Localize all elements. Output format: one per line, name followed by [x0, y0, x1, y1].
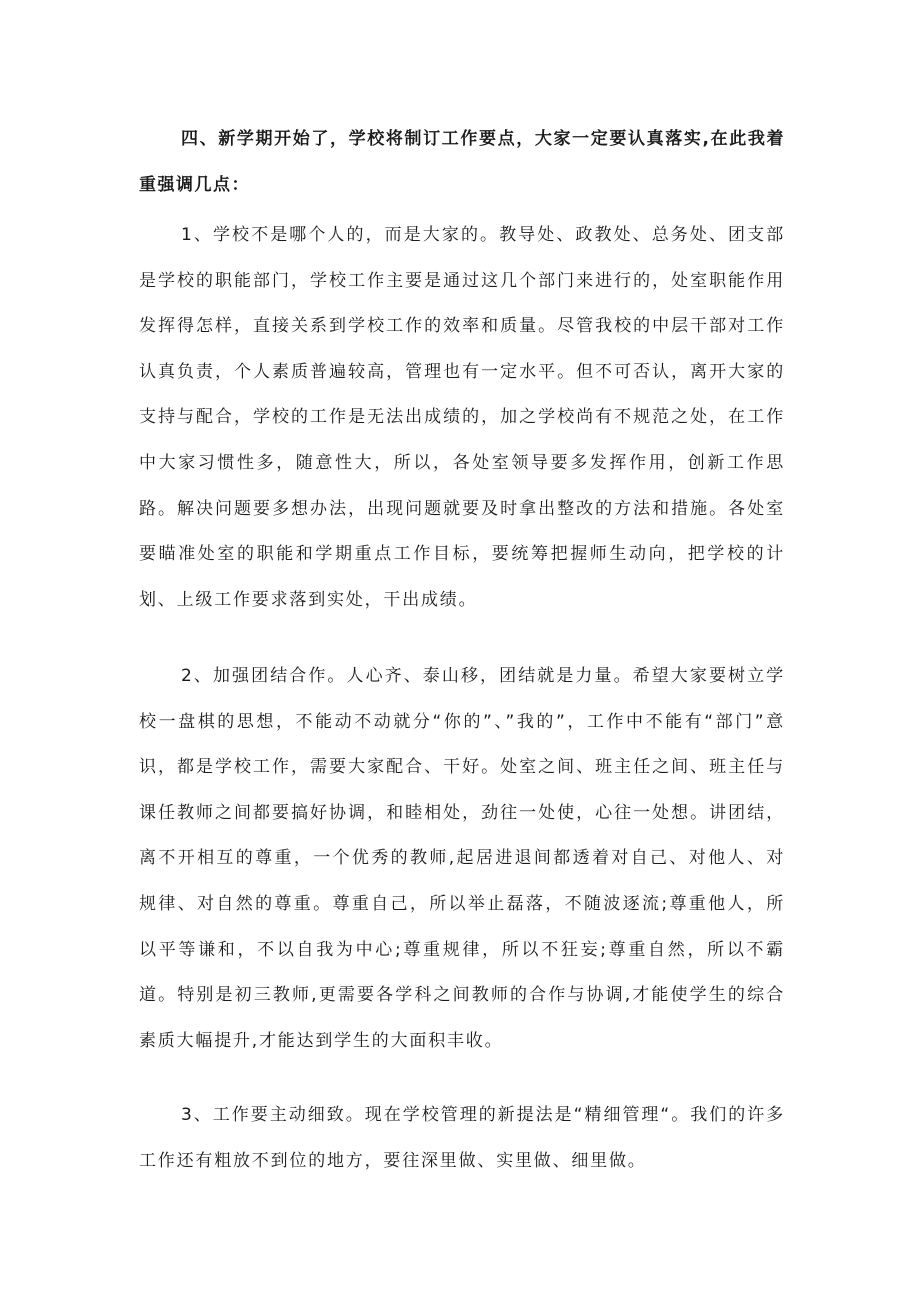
paragraph-2: 2、加强团结合作。人心齐、泰山移，团结就是力量。希望大家要树立学校一盘棋的思想，不能动不动就分“你的”、”我的”，工作中不能有“部门”意识，都是学校工作，需要大家配合、干好。处室之间、班主任之间、班主任与课任教师之间都要搞好协调，和睦相处，劲往一处使，心往一处想。讲团结，离不开相互的尊重，一个优秀的教师,起居进退间都透着对自己、对他人、对规律、对自然的尊重。尊重自己，所以举止磊落，不随波逐流;尊重他人，所以平等谦和，不以自我为中心;尊重规律，所以不狂妄;尊重自然，所以不霸道。特别是初三教师,更需要各学科之间教师的合作与协调,才能使学生的综合素质大幅提升,才能达到学生的大面积丰收。 [139, 666, 785, 1051]
paragraph-1: 1、学校不是哪个人的，而是大家的。教导处、政教处、总务处、团支部是学校的职能部门，学校工作主要是通过这几个部门来进行的，处室职能作用发挥得怎样，直接关系到学校工作的效率和质量。尽管我校的中层干部对工作认真负责，个人素质普遍较高，管理也有一定水平。但不可否认，离开大家的支持与配合，学校的工作是无法出成绩的，加之学校尚有不规范之处，在工作中大家习惯性多，随意性大，所以，各处室领导要多发挥作用，创新工作思路。解决问题要多想办法，出现问题就要及时拿出整改的方法和措施。各处室要瞄准处室的职能和学期重点工作目标，要统筹把握师生动向，把学校的计划、上级工作要求落到实处，干出成绩。 [139, 225, 785, 610]
paragraph-3: 3、工作要主动细致。现在学校管理的新提法是“精细管理“。我们的许多工作还有粗放不到位的地方，要往深里做、实里做、细里做。 [139, 1105, 785, 1171]
section-heading: 四、新学期开始了，学校将制订工作要点，大家一定要认真落实,在此我着重强调几点： [139, 129, 785, 195]
